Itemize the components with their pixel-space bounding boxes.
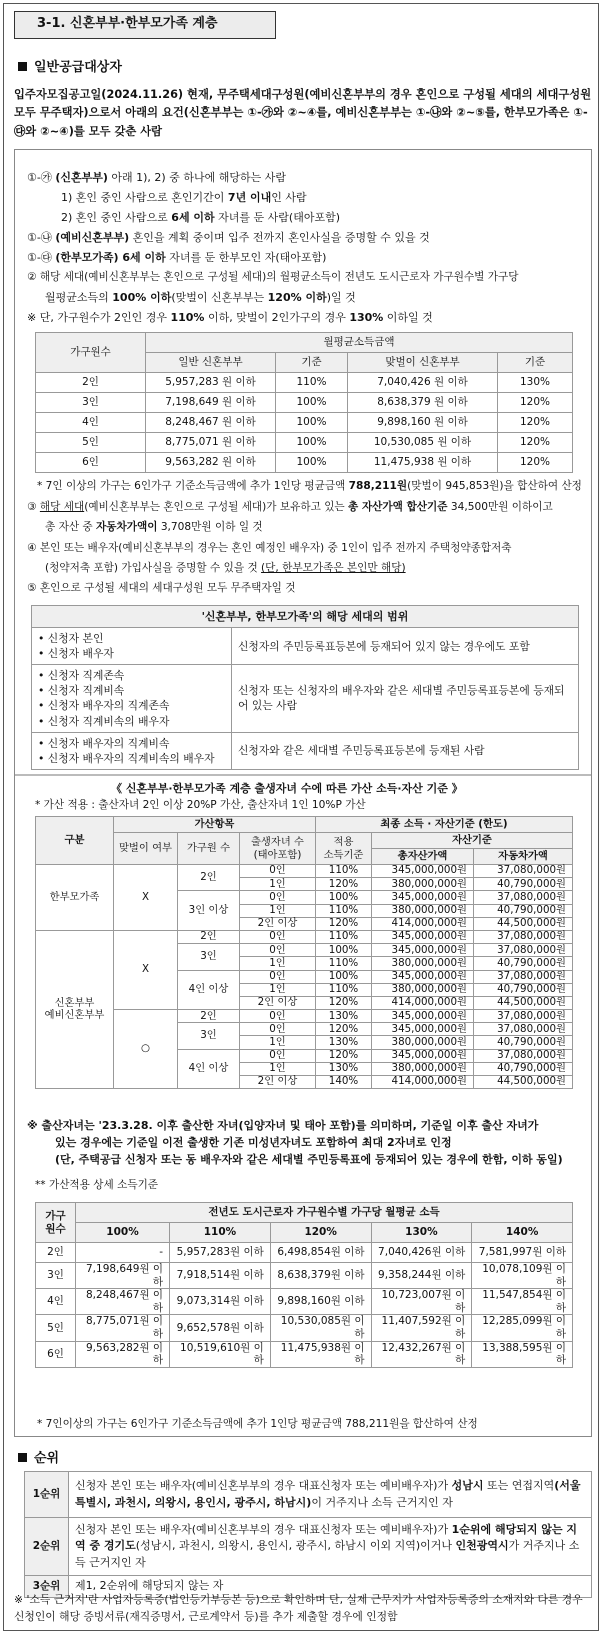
bonus-cell: 40,790,000원 (474, 957, 573, 970)
bonus-cell: 37,080,000원 (474, 944, 573, 957)
detail-cell: 9,358,244원 이하 (371, 1263, 472, 1289)
bonus-cell: 110% (316, 904, 372, 917)
bonus-cell: 345,000,000원 (372, 970, 474, 983)
bonus-table (35, 816, 573, 1089)
rank-3-label: 3순위 (25, 1576, 69, 1598)
bonus-h-group: 구분 (36, 817, 114, 865)
detail-title: ** 가산적용 상세 소득기준 (35, 1179, 159, 1191)
bonus-cell: 37,080,000원 (474, 1049, 573, 1062)
bonus-members: 2인 (178, 930, 240, 943)
birth-note-1: ※ 출산자녀는 '23.3.28. 이후 출산한 자녀(입양자녀 및 태아 포함)를 의미하며, 기준일 이후 출산 자녀가 (27, 1119, 539, 1132)
table-row (36, 1243, 573, 1263)
detail-cell: 10,078,109원 이하 (472, 1263, 573, 1289)
birth-note-3: (단, 주택공급 신청자 또는 동 배우자와 같은 세대별 주민등록표에 등재되어 있는 경우에 한함, 이하 동일) (55, 1153, 563, 1166)
scope-member-item: • 신청자 본인 (38, 632, 104, 645)
table-row (36, 930, 573, 943)
rank-2-label: 2순위 (25, 1518, 69, 1576)
detail-col-header: 100% (76, 1223, 170, 1243)
seven-note: * 7인 이상의 가구는 6인가구 기준소득금액에 추가 1인당 평균금액 788,211원(맞벌이 945,853원)을 합산하여 산정 (37, 480, 582, 492)
income-cell: 6인 (36, 453, 146, 473)
income-h-std2: 기준 (498, 353, 573, 373)
bonus-members: 4인 이상 (178, 1049, 240, 1089)
bonus-cell: 44,500,000원 (474, 1076, 573, 1089)
detail-col-header: 110% (170, 1223, 271, 1243)
scope-members (32, 665, 232, 732)
bonus-cell: 0인 (240, 944, 316, 957)
detail-cell: 10,530,085원 이하 (270, 1315, 371, 1341)
detail-cell: 6인 (36, 1341, 76, 1367)
bonus-cell: 40,790,000원 (474, 1062, 573, 1075)
detail-cell: 6,498,854원 이하 (270, 1243, 371, 1263)
bonus-dual: ○ (114, 1010, 178, 1089)
bonus-dual: X (114, 865, 178, 931)
bonus-cell: 110% (316, 957, 372, 970)
income-cell: 7,040,426 원 이하 (348, 373, 498, 393)
square-bullet-icon (18, 1453, 27, 1462)
bonus-cell: 0인 (240, 1023, 316, 1036)
req-line-7: 월평균소득의 100% 이하(맞벌이 신혼부부는 120% 이하)일 것 (45, 291, 356, 304)
income-h-dual: 맞벌이 신혼부부 (348, 353, 498, 373)
income-cell: 100% (276, 433, 348, 453)
section-title: 3-1. 신혼부부·한부모가족 계층 (14, 11, 276, 39)
detail-note: * 7인이상의 가구는 6인가구 기준소득금액에 추가 1인당 평균금액 788,211원을 합산하여 산정 (37, 1418, 478, 1430)
detail-cell: 9,563,282원 이하 (76, 1341, 170, 1367)
bonus-cell: 2인 이상 (240, 917, 316, 930)
bonus-cell: 414,000,000원 (372, 917, 474, 930)
detail-cell: 12,432,267원 이하 (371, 1341, 472, 1367)
income-base-footnote (14, 1592, 590, 1625)
detail-cell: 8,248,467원 이하 (76, 1289, 170, 1315)
bonus-cell: 0인 (240, 1010, 316, 1023)
req-line-3: 2) 혼인 중인 사람으로 6세 이하 자녀를 둔 사람(태아포함) (61, 211, 341, 224)
bonus-h-dual: 맞벌이 여부 (114, 833, 178, 865)
table-row (36, 433, 573, 453)
bonus-cell: 120% (316, 917, 372, 930)
birth-note-2: 있는 경우에는 기준일 이전 출생한 기존 미성년자녀도 포함하여 최대 2자녀로 인정 (55, 1136, 452, 1149)
detail-h-main: 전년도 도시근로자 가구원수별 가구당 월평균 소득 (76, 1203, 573, 1223)
bonus-cell: 1인 (240, 983, 316, 996)
bonus-cell: 345,000,000원 (372, 944, 474, 957)
table-row (36, 1263, 573, 1289)
bonus-cell: 130% (316, 1036, 372, 1049)
detail-cell: 4인 (36, 1289, 76, 1315)
table-row (36, 1289, 573, 1315)
bonus-dual: X (114, 930, 178, 1009)
income-cell: 2인 (36, 373, 146, 393)
bonus-cell: 37,080,000원 (474, 970, 573, 983)
income-cell: 8,248,467 원 이하 (146, 413, 276, 433)
bonus-h-income: 적용 소득기준 (316, 833, 372, 865)
rank-2-text: 신청자 본인 또는 배우자(예비신혼부부의 경우 대표신청자 또는 예비배우자)가 1순위에 해당되지 않는 지역 중 경기도(성남시, 과천시, 의왕시, 용인시, 광주시, 하남시 이외 지역)이거나 인천광역시가 거주지나 소득 근거지인 자 (69, 1518, 592, 1576)
income-cell: 5,957,283 원 이하 (146, 373, 276, 393)
bonus-cell: 0인 (240, 891, 316, 904)
bonus-cell: 380,000,000원 (372, 878, 474, 891)
income-cell: 4인 (36, 413, 146, 433)
income-h-general: 일반 신혼부부 (146, 353, 276, 373)
bonus-cell: 2인 이상 (240, 1076, 316, 1089)
bonus-cell: 1인 (240, 957, 316, 970)
bonus-cell: 120% (316, 996, 372, 1009)
income-cell: 120% (498, 453, 573, 473)
income-cell: 120% (498, 393, 573, 413)
bonus-cell: 345,000,000원 (372, 865, 474, 878)
bonus-members: 4인 이상 (178, 970, 240, 1010)
detail-col-header: 130% (371, 1223, 472, 1243)
table-row (36, 453, 573, 473)
household-scope-table (31, 605, 579, 770)
asset-line-5: ⑤ 혼인으로 구성될 세대의 세대구성원 모두 무주택자일 것 (27, 582, 296, 594)
bonus-cell: 100% (316, 891, 372, 904)
bonus-group: 신혼부부 예비신혼부부 (36, 930, 114, 1088)
bonus-members: 3인 (178, 1023, 240, 1049)
bonus-h-asset: 자산기준 (372, 833, 573, 849)
detail-cell: 9,898,160원 이하 (270, 1289, 371, 1315)
req-line-1: ①-㉮ (신혼부부) 아래 1), 2) 중 하나에 해당하는 사람 (27, 171, 286, 184)
bonus-h-add: 가산항목 (114, 817, 316, 833)
table-row (36, 373, 573, 393)
scope-member-item: • 신청자 배우자 (38, 647, 114, 661)
bonus-cell: 120% (316, 1023, 372, 1036)
detail-cell: 7,581,997원 이하 (472, 1243, 573, 1263)
rank-heading (18, 1450, 59, 1469)
income-cell: 120% (498, 433, 573, 453)
req-line-2: 1) 혼인 중인 사람으로 혼인기간이 7년 이내인 사람 (61, 191, 307, 204)
income-cell: 8,775,071 원 이하 (146, 433, 276, 453)
bonus-cell: 100% (316, 944, 372, 957)
scope-member-item: • 신청자 직계존속 (38, 669, 125, 683)
detail-cell: 12,285,099원 이하 (472, 1315, 573, 1341)
income-h-income: 월평균소득금액 (146, 333, 573, 353)
bonus-cell: 345,000,000원 (372, 1010, 474, 1023)
req-line-6: ② 해당 세대(예비신혼부부는 혼인으로 구성될 세대)의 월평균소득이 전년도 도시근로자 가구원수별 가구당 (27, 271, 519, 283)
detail-cell: 10,519,610원 이하 (170, 1341, 271, 1367)
detail-cell: 11,407,592원 이하 (371, 1315, 472, 1341)
general-heading (18, 59, 122, 78)
bonus-cell: 40,790,000원 (474, 983, 573, 996)
rank-1-text: 신청자 본인 또는 배우자(예비신혼부부의 경우 대표신청자 또는 예비배우자)가 성남시 또는 연접지역(서울특별시, 과천시, 의왕시, 용인시, 광주시, 하남시)이 거주지나 소득 근거지인 자 (69, 1472, 592, 1518)
income-cell: 3인 (36, 393, 146, 413)
income-cell: 11,475,938 원 이하 (348, 453, 498, 473)
bonus-h-total: 총자산가액 (372, 849, 474, 865)
income-cell: 7,198,649 원 이하 (146, 393, 276, 413)
detail-cell: - (76, 1243, 170, 1263)
bonus-cell: 120% (316, 1049, 372, 1062)
bonus-cell: 380,000,000원 (372, 957, 474, 970)
rank-1-label: 1순위 (25, 1472, 69, 1518)
detail-cell: 7,040,426원 이하 (371, 1243, 472, 1263)
footnote-text: ※ '소득 근거지'란 사업자등록증(법인등기부등본 등)으로 확인하며 단, 실제 근무지가 사업자등록증의 소재지와 다른 경우 신청인이 해당 증빙서류(재직증명서, 근로계약서 등)를 추가 제출할 경우에 인정함 (14, 1593, 583, 1623)
detail-cell: 9,073,314원 이하 (170, 1289, 271, 1315)
bonus-cell: 40,790,000원 (474, 1036, 573, 1049)
income-cell: 100% (276, 393, 348, 413)
bonus-cell: 110% (316, 983, 372, 996)
bonus-cell: 345,000,000원 (372, 1049, 474, 1062)
bonus-cell: 120% (316, 878, 372, 891)
bonus-cell: 380,000,000원 (372, 983, 474, 996)
income-h-members: 가구원수 (36, 333, 146, 373)
bonus-cell: 345,000,000원 (372, 891, 474, 904)
bonus-cell: 2인 이상 (240, 996, 316, 1009)
bonus-cell: 110% (316, 865, 372, 878)
bonus-h-members: 가구원 수 (178, 833, 240, 865)
bonus-cell: 130% (316, 1062, 372, 1075)
bonus-cell: 345,000,000원 (372, 1023, 474, 1036)
table-row (36, 1010, 573, 1023)
income-table (35, 332, 573, 473)
detail-col-header: 140% (472, 1223, 573, 1243)
scope-member-item: • 신청자 배우자의 직계비속 (38, 736, 170, 750)
asset-line-2: 총 자산 중 자동차가액이 3,708만원 이하 일 것 (45, 521, 263, 533)
income-cell: 10,530,085 원 이하 (348, 433, 498, 453)
bonus-cell: 37,080,000원 (474, 930, 573, 943)
scope-members (32, 732, 232, 769)
scope-description: 신청자 또는 신청자의 배우자와 같은 세대별 주민등록표등본에 등재되어 있는 사람 (232, 665, 579, 732)
scope-description: 신청자와 같은 세대별 주민등록표등본에 등재된 사람 (232, 732, 579, 769)
income-cell: 110% (276, 373, 348, 393)
bonus-cell: 100% (316, 970, 372, 983)
bonus-h-car: 자동차가액 (474, 849, 573, 865)
scope-member-item: • 신청자 직계비속 (38, 684, 125, 698)
detail-cell: 8,775,071원 이하 (76, 1315, 170, 1341)
bonus-cell: 380,000,000원 (372, 1062, 474, 1075)
income-h-std: 기준 (276, 353, 348, 373)
bonus-cell: 0인 (240, 970, 316, 983)
req-line-5: ①-㉰ (한부모가족) 6세 이하 자녀를 둔 한부모인 자(태아포함) (27, 251, 327, 264)
scope-member-item: • 신청자 직계비속의 배우자 (38, 714, 170, 728)
bonus-cell: 1인 (240, 878, 316, 891)
bonus-cell: 37,080,000원 (474, 891, 573, 904)
rank-3-text: 제1, 2순위에 해당되지 않는 자 (69, 1576, 592, 1598)
asset-line-3: ④ 본인 또는 배우자(예비신혼부부의 경우는 혼인 예정인 배우자) 중 1인이 입주 전까지 주택청약종합저축 (27, 542, 512, 554)
bonus-group: 한부모가족 (36, 865, 114, 931)
detail-cell: 2인 (36, 1243, 76, 1263)
bonus-members: 3인 이상 (178, 891, 240, 931)
rank-table (24, 1471, 592, 1598)
bonus-cell: 40,790,000원 (474, 878, 573, 891)
table-row (32, 732, 579, 769)
scope-member-item: • 신청자 배우자의 직계비속의 배우자 (38, 751, 215, 765)
bonus-members: 3인 (178, 944, 240, 970)
bonus-h-final: 최종 소득 · 자산기준 (한도) (316, 817, 573, 833)
income-cell: 100% (276, 413, 348, 433)
intro-paragraph: 입주자모집공고일(2024.11.26) 현재, 무주택세대구성원(예비신혼부부의 경우 혼인으로 구성될 세대의 세대구성원 모두 무주택자)으로서 아래의 요건(신혼부부는 ①-㉮와 ②~④를, 예비신혼부부는 ①-㉯와 ②~⑤를, 한부모가족은 ①-㉰와 ②~④)를 모두 갖춘 사람 (14, 88, 592, 138)
table-row (32, 628, 579, 665)
detail-h-members: 가구 원수 (36, 1203, 76, 1243)
bonus-cell: 414,000,000원 (372, 996, 474, 1009)
bonus-members: 2인 (178, 865, 240, 891)
req-line-8: ※ 단, 가구원수가 2인인 경우 110% 이하, 맞벌이 2인가구의 경우 130% 이하일 것 (27, 311, 433, 324)
bonus-cell: 345,000,000원 (372, 930, 474, 943)
table-row (36, 865, 573, 878)
square-bullet-icon (18, 62, 27, 71)
table-row (36, 413, 573, 433)
income-cell: 8,638,379 원 이하 (348, 393, 498, 413)
bonus-cell: 140% (316, 1076, 372, 1089)
requirements-box (14, 149, 592, 1437)
scope-description: 신청자의 주민등록표등본에 등재되어 있지 않는 경우에도 포함 (232, 628, 579, 665)
bonus-cell: 1인 (240, 1062, 316, 1075)
bonus-cell: 37,080,000원 (474, 1010, 573, 1023)
bonus-cell: 380,000,000원 (372, 1036, 474, 1049)
scope-members (32, 628, 232, 665)
detail-cell: 5,957,283원 이하 (170, 1243, 271, 1263)
general-heading-text: 일반공급대상자 (34, 60, 122, 75)
document-page (3, 3, 599, 1631)
detail-cell: 9,652,578원 이하 (170, 1315, 271, 1341)
bonus-cell: 0인 (240, 1049, 316, 1062)
req-line-4: ①-㉯ (예비신혼부부) 혼인을 계획 중이며 입주 전까지 혼인사실을 증명할 수 있을 것 (27, 231, 430, 244)
income-cell: 100% (276, 453, 348, 473)
detail-income-table (35, 1202, 573, 1368)
income-cell: 130% (498, 373, 573, 393)
income-cell: 9,898,160 원 이하 (348, 413, 498, 433)
detail-cell: 10,723,007원 이하 (371, 1289, 472, 1315)
detail-cell: 13,388,595원 이하 (472, 1341, 573, 1367)
bonus-cell: 0인 (240, 930, 316, 943)
bonus-cell: 1인 (240, 904, 316, 917)
table-row (36, 1341, 573, 1367)
bonus-cell: 44,500,000원 (474, 917, 573, 930)
detail-cell: 3인 (36, 1263, 76, 1289)
bonus-cell: 380,000,000원 (372, 904, 474, 917)
table-row (36, 1315, 573, 1341)
bonus-cell: 130% (316, 1010, 372, 1023)
detail-cell: 11,475,938원 이하 (270, 1341, 371, 1367)
table-row (36, 393, 573, 413)
bonus-cell: 44,500,000원 (474, 996, 573, 1009)
income-cell: 120% (498, 413, 573, 433)
asset-line-4: (청약저축 포함) 가입사실을 증명할 수 있을 것 (단, 한부모가족은 본인만 해당) (45, 562, 406, 574)
detail-cell: 7,918,514원 이하 (170, 1263, 271, 1289)
rank-heading-text: 순위 (34, 1451, 60, 1466)
detail-cell: 11,547,854원 이하 (472, 1289, 573, 1315)
bonus-cell: 40,790,000원 (474, 904, 573, 917)
bonus-members: 2인 (178, 1010, 240, 1023)
bonus-cell: 37,080,000원 (474, 1023, 573, 1036)
bonus-cell: 37,080,000원 (474, 865, 573, 878)
bonus-cell: 414,000,000원 (372, 1076, 474, 1089)
detail-cell: 5인 (36, 1315, 76, 1341)
bonus-h-children: 출생자녀 수 (태아포함) (240, 833, 316, 865)
detail-col-header: 120% (270, 1223, 371, 1243)
table-row (32, 665, 579, 732)
detail-cell: 7,198,649원 이하 (76, 1263, 170, 1289)
bonus-title: 《 신혼부부·한부모가족 계층 출생자녀 수에 따른 가산 소득·자산 기준 》 (111, 782, 463, 795)
income-cell: 9,563,282 원 이하 (146, 453, 276, 473)
asset-line-1: ③ 해당 세대(예비신혼부부는 혼인으로 구성될 세대)가 보유하고 있는 총 자산가액 합산기준 34,500만원 이하이고 (27, 501, 553, 513)
divider (15, 774, 591, 776)
scope-title: '신혼부부, 한부모가족'의 해당 세대의 범위 (32, 606, 579, 628)
scope-member-item: • 신청자 배우자의 직계존속 (38, 699, 170, 713)
bonus-cell: 1인 (240, 1036, 316, 1049)
bonus-cell: 110% (316, 930, 372, 943)
detail-cell: 8,638,379원 이하 (270, 1263, 371, 1289)
income-cell: 5인 (36, 433, 146, 453)
bonus-subtitle: * 가산 적용 : 출산자녀 2인 이상 20%P 가산, 출산자녀 1인 10%P 가산 (35, 799, 366, 811)
bonus-cell: 0인 (240, 865, 316, 878)
